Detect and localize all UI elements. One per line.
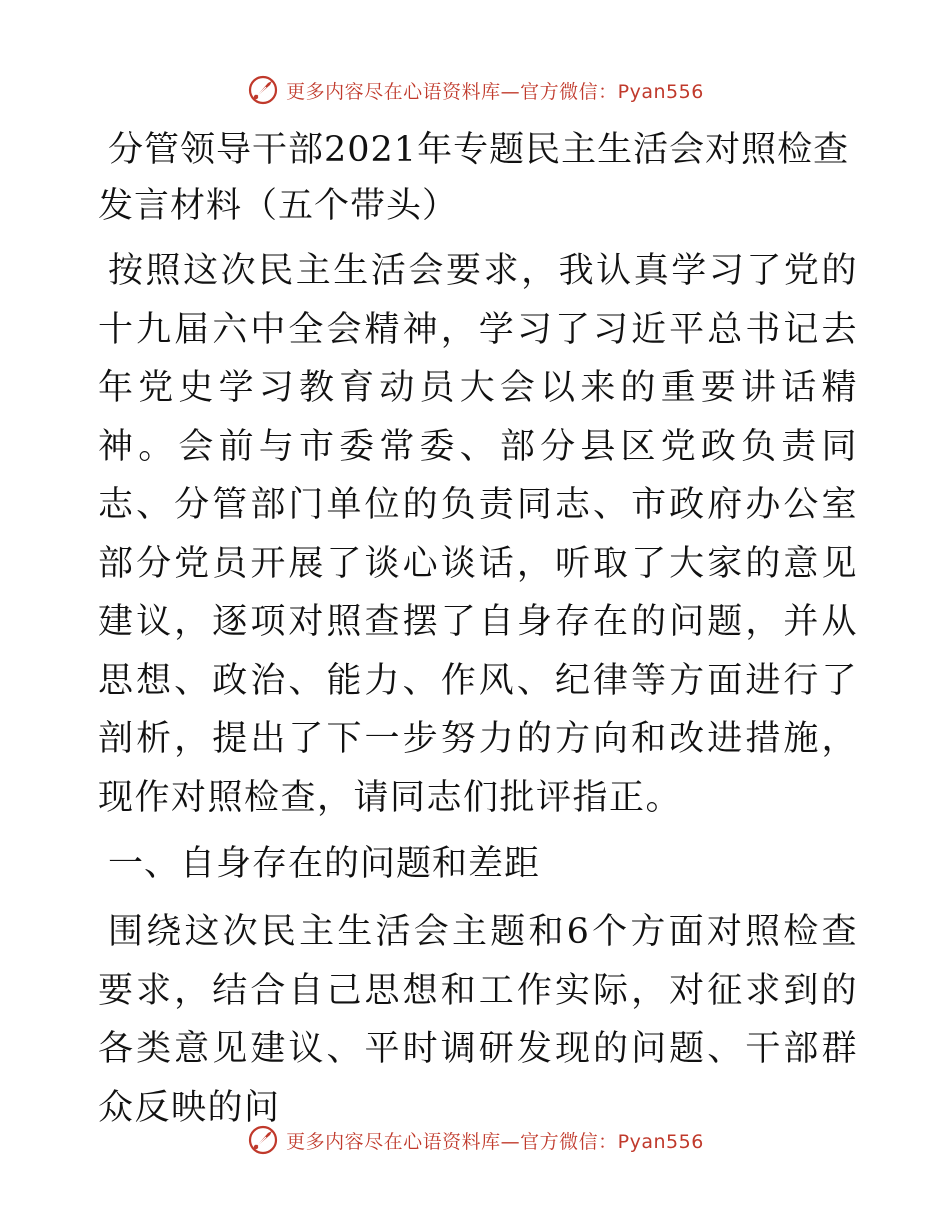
- section-heading: 一、自身存在的问题和差距: [108, 844, 541, 884]
- document-body: [98, 122, 858, 1145]
- quill-circle-logo-icon: [246, 73, 280, 107]
- header-banner-text: 更多内容尽在心语资料库—官方微信：Pyan556: [286, 80, 704, 103]
- document-title: 分管领导干部2021年专题民主生活会对照检查发言材料（五个带头）: [98, 130, 850, 226]
- intro-paragraph: 按照这次民主生活会要求，我认真学习了党的十九届六中全会精神，学习了习近平总书记去年党史学习教育动员大会以来的重要讲话精神。会前与市委常委、部分县区党政负责同志、分管部门单位的负责同志、市政府办公室部分党员开展了谈心谈话，听取了大家的意见建议，逐项对照查摆了自身存在的问题，并从思想、政治、能力、作风、纪律等方面进行了剖析，提出了下一步努力的方向和改进措施，现作对照检查，请同志们批评指正。: [98, 251, 858, 818]
- footer-banner-text: 更多内容尽在心语资料库—官方微信：Pyan556: [286, 1130, 704, 1153]
- section-paragraph: 围绕这次民主生活会主题和6个方面对照检查要求，结合自己思想和工作实际，对征求到的各类意见建议、平时调研发现的问题、干部群众反映的问: [98, 912, 858, 1128]
- quill-circle-logo-icon: [246, 1123, 280, 1157]
- footer-banner: [0, 1120, 950, 1160]
- header-banner: [0, 70, 950, 110]
